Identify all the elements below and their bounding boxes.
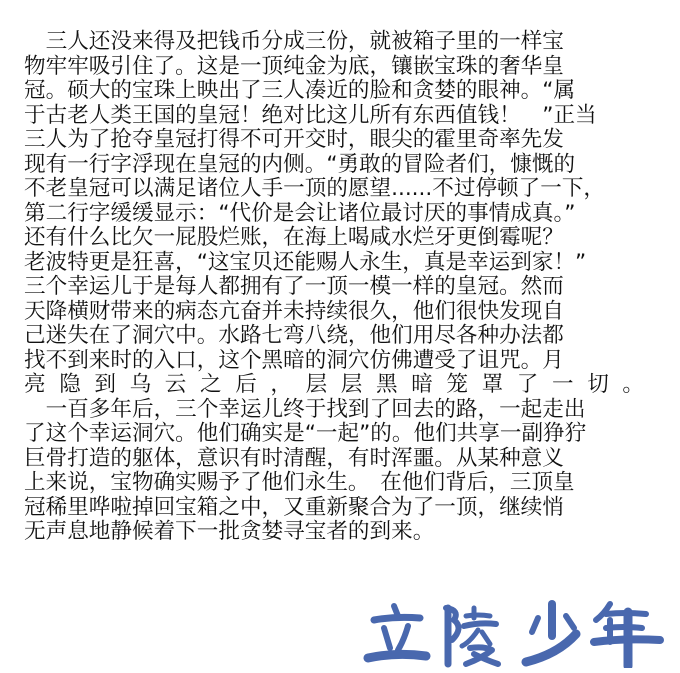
text-line-10: 老波特更是狂喜，“这宝贝还能赐人永生，真是幸运到家！”	[24, 249, 587, 275]
text-line-3: 冠。硕大的宝珠上映出了三人凑近的脸和贪婪的眼神。“属	[24, 78, 576, 103]
text-line-2: 物牢牢吸引住了。这是一顶纯金为底，镶嵌宝珠的奢华皇	[24, 53, 564, 79]
text-line-11: 三个幸运儿于是每人都拥有了一顶一模一样的皇冠。然而	[24, 274, 564, 299]
text-line-14: 找不到来时的入口，这个黑暗的洞穴仿佛遭受了诅咒。月	[24, 347, 564, 373]
text-line-15: 亮 隐 到 乌 云 之 后 ， 层 层 黑 暗 笼 罩 了 一 切 。	[24, 372, 644, 397]
calligraphy-watermark	[362, 598, 672, 668]
watermark-brush-icon	[362, 598, 672, 668]
text-line-6: 现有一行字浮现在皇冠的内侧。“勇敢的冒险者们，慷慨的	[24, 151, 576, 177]
text-line-16: 一百多年后，三个幸运儿终于找到了回去的路，一起走出	[24, 396, 586, 422]
text-line-8: 第二行字缓缓显示：“代价是会让诸位最讨厌的事情成真。”	[24, 200, 576, 226]
text-line-9: 还有什么比欠一屁股烂账，在海上喝咸水烂牙更倒霉呢？	[24, 225, 564, 250]
text-line-7: 不老皇冠可以满足诸位人手一顶的愿望......不过停顿了一下，	[24, 176, 606, 201]
text-line-19: 上来说，宝物确实赐予了他们永生。 在他们背后，三顶皇	[24, 470, 575, 495]
text-line-5: 三人为了抢夺皇冠打得不可开交时，眼尖的霍里奇率先发	[24, 127, 564, 152]
text-line-18: 巨骨打造的躯体，意识有时清醒，有时浑噩。从某种意义	[24, 445, 564, 471]
text-line-20: 冠稀里哗啦掉回宝箱之中，又重新聚合为了一顶，继续悄	[24, 494, 564, 520]
text-line-4: 于古老人类王国的皇冠！绝对比这儿所有东西值钱！ ”正当	[24, 102, 597, 128]
story-text	[24, 30, 664, 545]
text-line-13: 己迷失在了洞穴中。水路七弯八绕，他们用尽各种办法都	[24, 323, 564, 348]
text-line-1: 三人还没来得及把钱币分成三份，就被箱子里的一样宝	[24, 29, 564, 54]
text-line-21: 无声息地静候着下一批贪婪寻宝者的到来。	[24, 519, 435, 544]
text-line-12: 天降横财带来的病态亢奋并未持续很久，他们很快发现自	[24, 298, 564, 324]
text-line-17: 了这个幸运洞穴。他们确实是“一起”的。他们共享一副狰狞	[24, 421, 587, 446]
